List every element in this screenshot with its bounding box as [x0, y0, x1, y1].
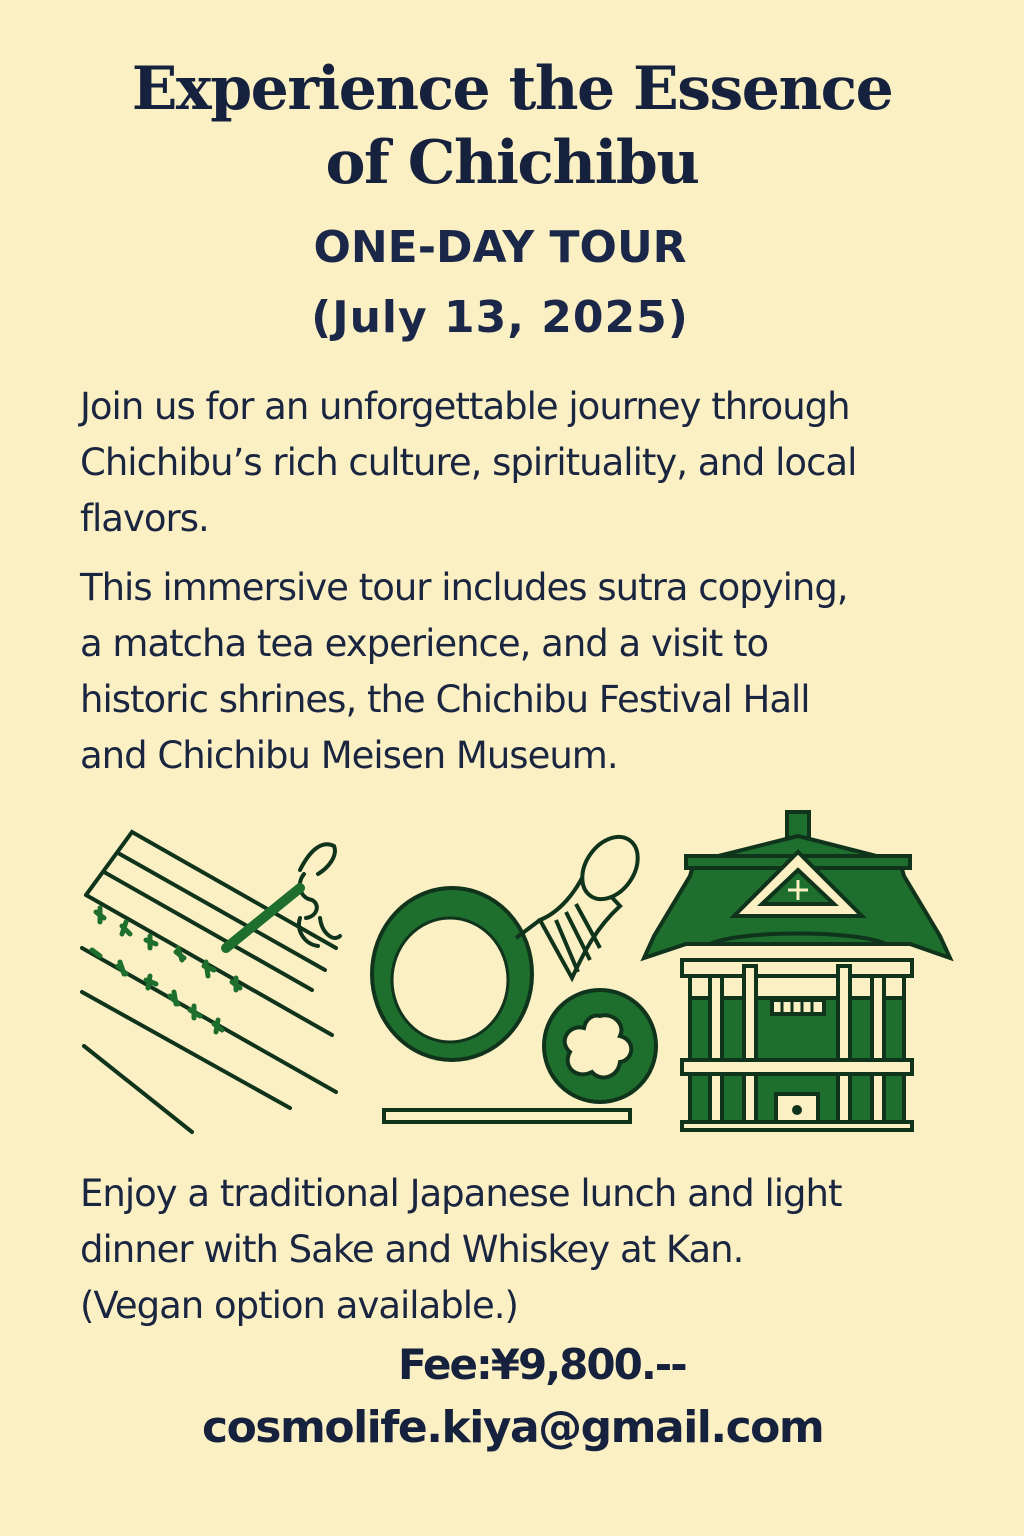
details-line: This immersive tour includes sutra copying,: [80, 566, 848, 609]
illustration-row: [0, 800, 1024, 1145]
tour-fee: Fee:¥9,800.--: [398, 1340, 686, 1389]
details-paragraph: [80, 560, 960, 784]
intro-paragraph: [80, 379, 960, 547]
title-line-1: Experience the Essence: [131, 54, 893, 124]
dining-paragraph: [80, 1166, 960, 1334]
matcha-bowl-icon: [372, 826, 656, 1122]
contact-email[interactable]: cosmolife.kiya@gmail.com: [202, 1402, 824, 1453]
sutra-copying-icon: [82, 832, 340, 1132]
dining-line: Enjoy a traditional Japanese lunch and light: [80, 1172, 842, 1215]
details-line: and Chichibu Meisen Museum.: [80, 734, 618, 777]
title-line-2: of Chichibu: [325, 128, 699, 198]
tour-date: (July 13, 2025): [311, 292, 689, 343]
details-line: a matcha tea experience, and a visit to: [80, 622, 769, 665]
details-line: historic shrines, the Chichibu Festival Hall: [80, 678, 810, 721]
intro-line: flavors.: [80, 497, 209, 540]
shrine-icon: [644, 812, 950, 1130]
intro-line: Chichibu’s rich culture, spirituality, and local: [80, 441, 857, 484]
dining-line: (Vegan option available.): [80, 1284, 518, 1327]
intro-line: Join us for an unforgettable journey through: [80, 385, 850, 428]
page-title: [0, 52, 1024, 200]
tour-type-heading: ONE-DAY TOUR: [313, 222, 687, 273]
dining-line: dinner with Sake and Whiskey at Kan.: [80, 1228, 744, 1271]
